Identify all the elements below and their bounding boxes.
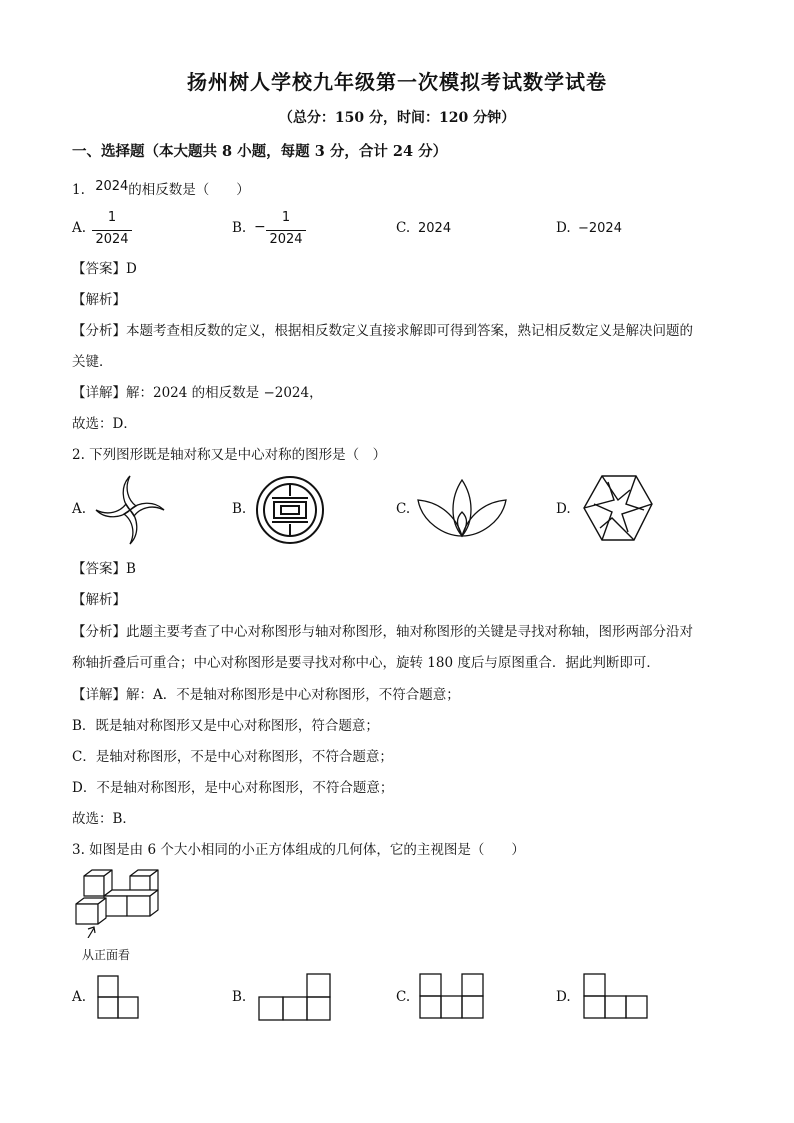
q1-option-b-sign: − <box>254 219 266 235</box>
q1-option-a-label: A. <box>72 220 87 236</box>
q1-analysis-line-1: 【分析】本题考查相反数的定义，根据相反数定义直接求解即可得到答案，熟记相反数定义是解决问题的 <box>72 323 693 339</box>
q3-option-b-label: B. <box>232 989 247 1005</box>
q2-option-b-label: B. <box>232 501 247 517</box>
q1-detail: 【详解】解：2024 的相反数是 −2024， <box>72 385 323 401</box>
q2-detail-a: 【详解】解：A．不是轴对称图形是中心对称图形，不符合题意； <box>72 687 460 703</box>
recycle-figure <box>582 474 656 542</box>
q3-option-d-view <box>582 972 650 1020</box>
q1-option-c-value: 2024 <box>418 221 452 236</box>
q3-option-c-view <box>418 972 486 1020</box>
q1-analysis-heading: 【解析】 <box>72 292 126 308</box>
q3-option-b-view <box>257 972 333 1022</box>
lotus-figure <box>416 478 508 538</box>
pinwheel-figure <box>92 472 168 548</box>
cube-solid-figure <box>74 866 160 938</box>
fraction-bar <box>266 230 306 231</box>
q1-option-a-numerator: 1 <box>107 210 117 225</box>
q1-answer: 【答案】D <box>72 261 137 277</box>
q3-option-c-label: C. <box>396 989 411 1005</box>
q2-detail-b: B．既是轴对称图形又是中心对称图形，符合题意； <box>72 718 379 734</box>
q2-detail-d: D．不是轴对称图形，是中心对称图形，不符合题意； <box>72 780 394 796</box>
q2-choose: 故选：B． <box>72 811 136 827</box>
q3-option-a-view <box>96 974 142 1020</box>
question-1-text: 的相反数是（ ） <box>128 182 250 198</box>
fraction-bar <box>92 230 132 231</box>
q2-analysis-line-1: 【分析】此题主要考查了中心对称图形与轴对称图形，轴对称图形的关键是寻找对称轴，图形两部分沿对 <box>72 624 693 640</box>
q2-option-a-label: A. <box>72 501 87 517</box>
q2-answer: 【答案】B <box>72 561 136 577</box>
q1-option-b-label: B. <box>232 220 247 236</box>
q2-option-c-label: C. <box>396 501 411 517</box>
q1-choose: 故选：D． <box>72 416 137 432</box>
q1-analysis-line-2: 关键． <box>72 354 113 370</box>
view-direction-caption: 从正面看 <box>82 948 131 962</box>
q1-option-b-denominator: 2024 <box>269 232 303 247</box>
page-title: 扬州树人学校九年级第一次模拟考试数学试卷 <box>187 70 607 94</box>
section-heading: 一、选择题（本大题共 8 小题，每题 3 分，合计 24 分） <box>72 143 448 160</box>
q1-option-d-value: −2024 <box>578 221 622 236</box>
q2-analysis-line-2: 称轴折叠后可重合；中心对称图形是要寻找对称中心，旋转 180 度后与原图重合．据此判断即可． <box>72 655 660 671</box>
question-2-stem: 2. 下列图形既是轴对称又是中心对称的图形是（ ） <box>72 447 387 463</box>
q2-option-d-label: D. <box>556 501 571 517</box>
question-1-number: 1. <box>72 182 85 198</box>
page-subtitle: （总分：150 分，时间：120 分钟） <box>278 110 516 126</box>
q1-option-b-numerator: 1 <box>281 210 291 225</box>
q1-option-a-fraction <box>92 210 132 250</box>
q1-option-d-label: D. <box>556 220 571 236</box>
q1-option-c-label: C. <box>396 220 411 236</box>
q2-analysis-heading: 【解析】 <box>72 592 126 608</box>
ancient-coin-figure <box>254 474 326 546</box>
q1-option-a-denominator: 2024 <box>95 232 129 247</box>
question-1-value: 2024 <box>95 179 129 194</box>
q3-option-d-label: D. <box>556 989 571 1005</box>
q3-option-a-label: A. <box>72 989 87 1005</box>
q1-option-b-fraction <box>266 210 306 250</box>
q2-detail-c: C．是轴对称图形，不是中心对称图形，不符合题意； <box>72 749 393 765</box>
question-3-stem: 3. 如图是由 6 个大小相同的小正方体组成的几何体，它的主视图是（ ） <box>72 842 525 858</box>
question-1-stem <box>72 178 250 198</box>
